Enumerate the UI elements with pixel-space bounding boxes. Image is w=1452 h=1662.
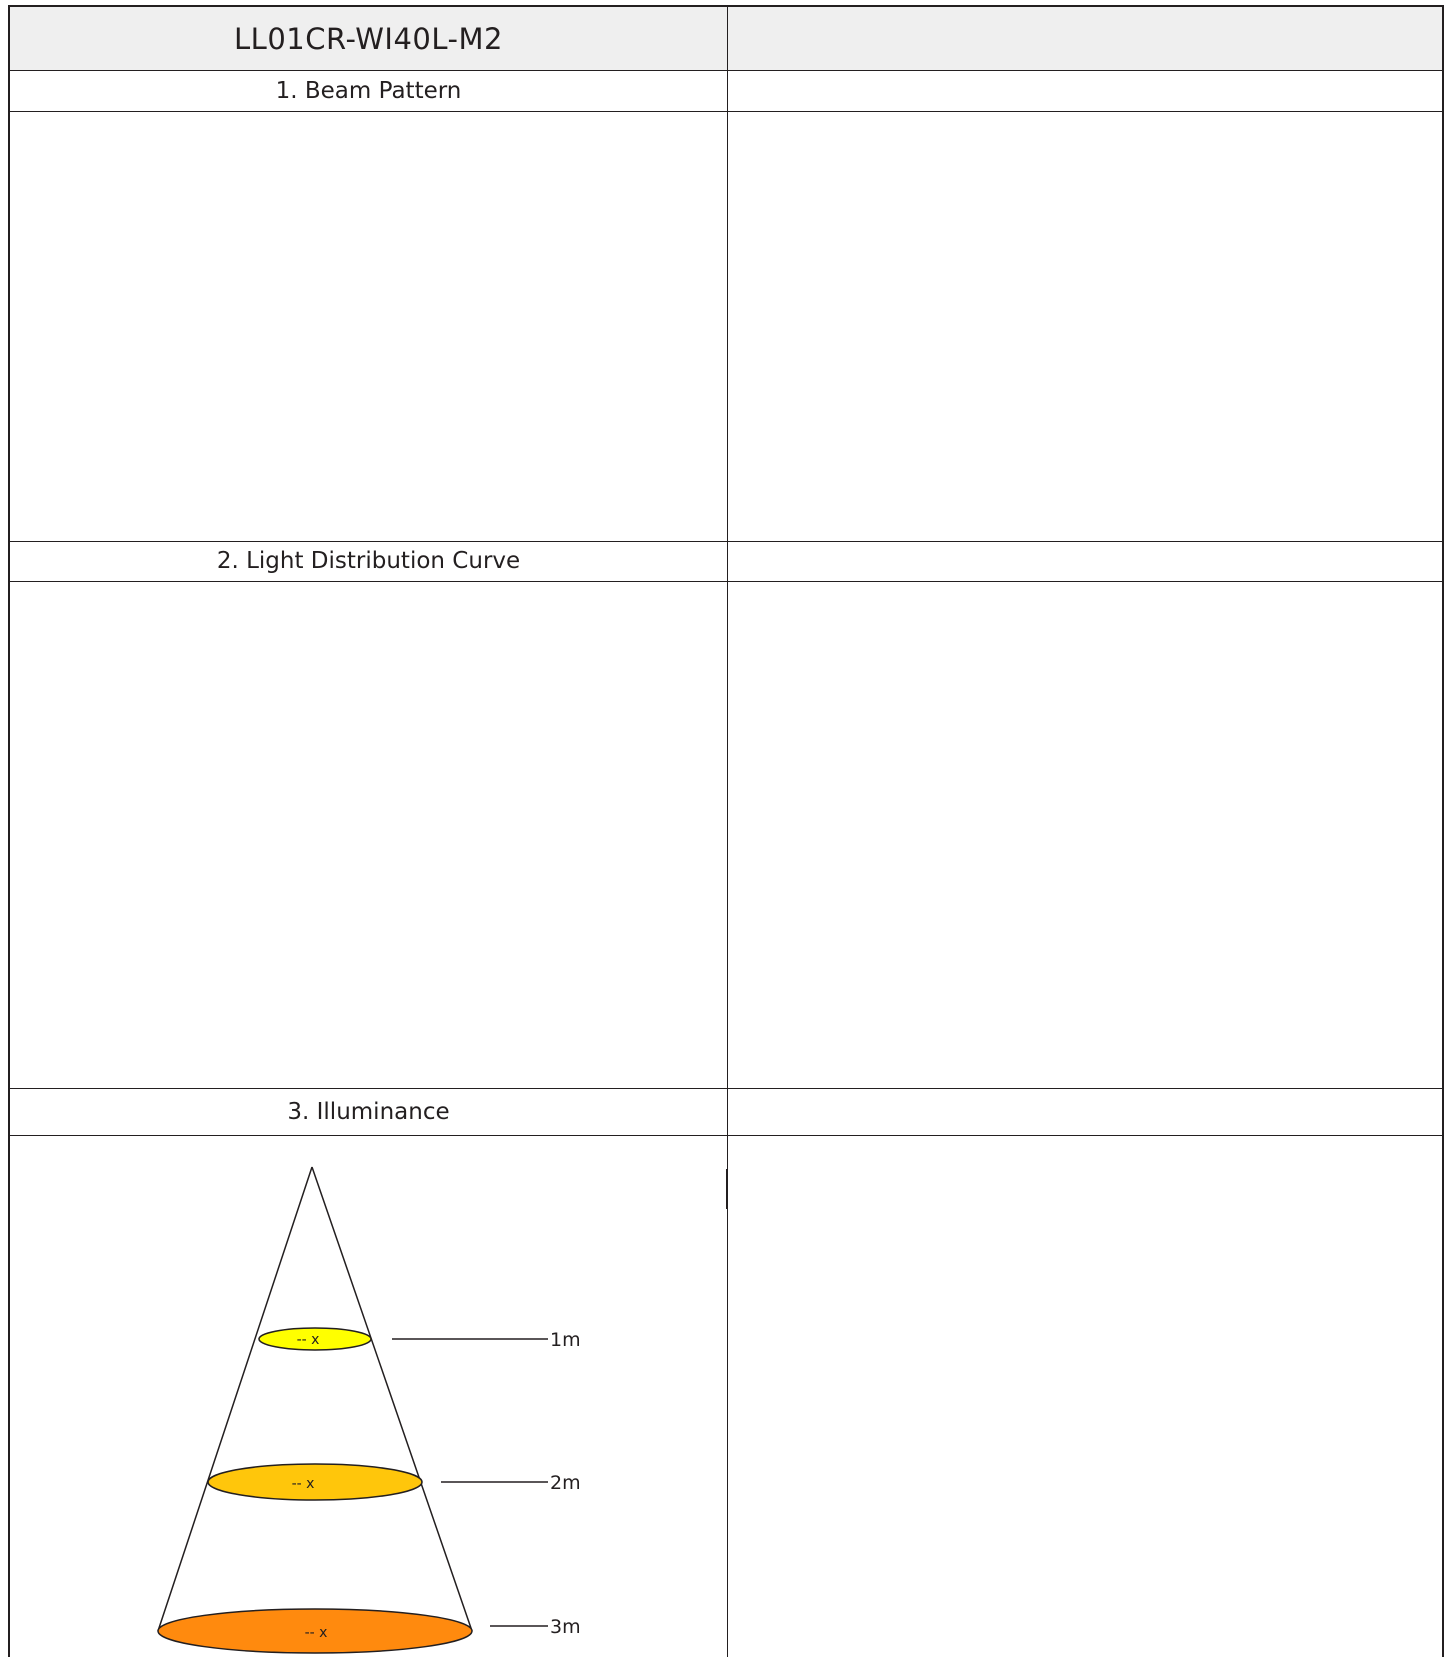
distance-label-1m: 1m: [550, 1329, 581, 1351]
distance-label-2m: 2m: [550, 1472, 581, 1494]
illuminance-cone-diagram: [10, 1132, 726, 1662]
cone-left-edge: [158, 1167, 312, 1631]
illuminance-value-3m: -- x: [304, 1625, 328, 1641]
section-title-light-distribution: 2. Light Distribution Curve: [216, 548, 521, 574]
illuminance-value-1m: -- x: [296, 1332, 320, 1348]
spec-sheet-table: [8, 5, 1444, 1657]
beam-pattern-cell: [10, 112, 727, 541]
column-divider: [727, 7, 728, 1657]
illuminance-disc-2m: [208, 1464, 422, 1500]
section-title-illuminance: 3. Illuminance: [287, 1099, 450, 1125]
cone-right-edge: [312, 1167, 472, 1631]
light-distribution-cell: [10, 582, 727, 1088]
section-title-beam-pattern: 1. Beam Pattern: [275, 78, 462, 104]
distance-label-3m: 3m: [550, 1616, 581, 1638]
right-column-cell: [729, 71, 1441, 1651]
model-title: LL01CR-WI40L-M2: [234, 22, 503, 56]
cell-divider-fragment: [726, 1169, 727, 1209]
illuminance-value-2m: -- x: [291, 1476, 315, 1492]
